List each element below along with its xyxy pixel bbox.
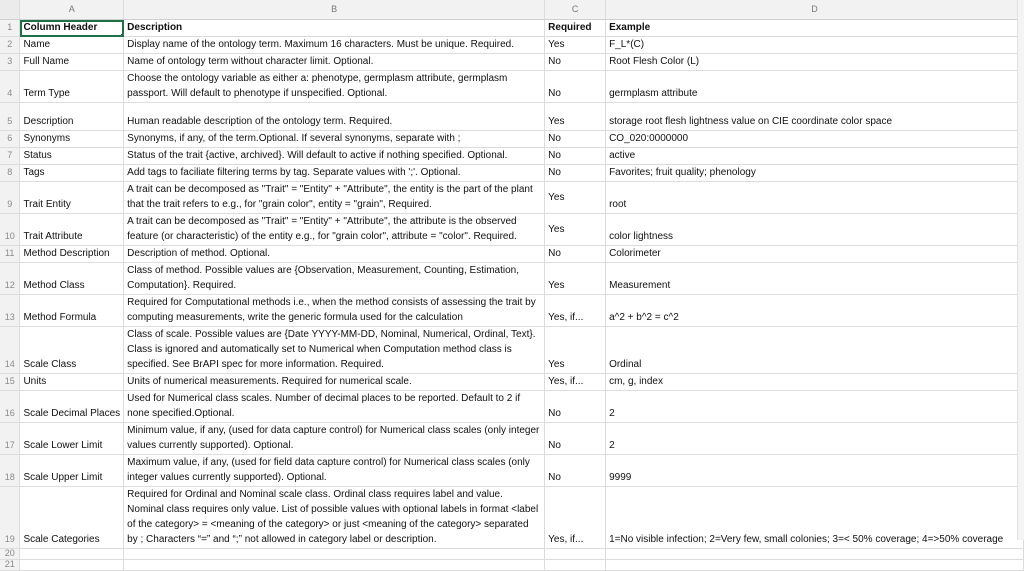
cell-column-header[interactable]: Trait Entity [20,182,124,214]
row-number[interactable]: 16 [0,391,20,423]
cell-column-header[interactable]: Units [20,374,124,391]
table-row [0,103,1024,131]
row-number[interactable]: 15 [0,374,20,391]
table-row [0,391,1024,423]
cell-column-header[interactable] [20,560,124,571]
table-row [0,246,1024,263]
cell-column-header[interactable]: Trait Attribute [20,214,124,246]
cell-description[interactable]: Display name of the ontology term. Maximum 16 characters. Must be unique. Required. [124,37,545,54]
cell-column-header[interactable]: Scale Categories [20,487,124,549]
table-row [0,131,1024,148]
cell-required[interactable]: Yes [545,214,606,246]
cell-description[interactable]: Used for Numerical class scales. Number of decimal places to be reported. Default to 2 if none specified.Optional. [124,391,545,423]
cell-example[interactable]: Measurement [606,263,1024,295]
cell-required[interactable]: No [545,71,606,103]
cell-example[interactable]: Example [606,20,1024,37]
cell-required[interactable]: No [545,148,606,165]
row-number[interactable]: 6 [0,131,20,148]
cell-example[interactable]: germplasm attribute [606,71,1024,103]
row-number[interactable]: 17 [0,423,20,455]
row-number[interactable]: 4 [0,71,20,103]
cell-example[interactable]: 1=No visible infection; 2=Very few, small colonies; 3=< 50% coverage; 4=>50% coverage [606,487,1024,549]
cell-required[interactable]: Yes [545,327,606,374]
row-number[interactable]: 19 [0,487,20,549]
column-header-c[interactable]: C [545,0,606,20]
cell-description[interactable] [124,549,545,560]
cell-column-header[interactable]: Scale Decimal Places [20,391,124,423]
row-number[interactable]: 11 [0,246,20,263]
row-number[interactable]: 2 [0,37,20,54]
cell-description[interactable]: Synonyms, if any, of the term.Optional. If several synonyms, separate with ; [124,131,545,148]
row-number[interactable]: 10 [0,214,20,246]
cell-required[interactable]: Yes, if... [545,295,606,327]
table-row [0,214,1024,246]
table-row [0,263,1024,295]
column-header-d[interactable]: D [606,0,1024,20]
table-row [0,71,1024,103]
cell-example[interactable]: storage root flesh lightness value on CIE coordinate color space [606,103,1024,131]
cell-required[interactable] [545,549,606,560]
cell-required[interactable]: Yes, if... [545,374,606,391]
cell-description[interactable]: A trait can be decomposed as "Trait" = "Entity" + "Attribute", the attribute is the observed feature (or characteristic) of the entity e.g., for "grain color", attribute = "color". Required. [124,214,545,246]
column-header-a[interactable]: A [20,0,124,20]
cell-description[interactable]: Add tags to faciliate filtering terms by tag. Separate values with ';'. Optional. [124,165,545,182]
cell-column-header[interactable]: Description [20,103,124,131]
cell-example[interactable]: 2 [606,391,1024,423]
cell-description[interactable]: Minimum value, if any, (used for data capture control) for Numerical class scales (only integer values currently supported). Optional. [124,423,545,455]
row-number[interactable]: 21 [0,560,20,571]
cell-column-header[interactable]: Method Description [20,246,124,263]
row-number[interactable]: 7 [0,148,20,165]
table-row [0,455,1024,487]
cell-column-header[interactable]: Scale Upper Limit [20,455,124,487]
table-row [0,37,1024,54]
cell-example[interactable]: color lightness [606,214,1024,246]
cell-example[interactable]: 2 [606,423,1024,455]
cell-required[interactable]: No [545,455,606,487]
cell-example[interactable] [606,560,1024,571]
table-row [0,327,1024,374]
row-number[interactable]: 20 [0,549,20,560]
cell-column-header[interactable]: Term Type [20,71,124,103]
cell-required[interactable]: No [545,246,606,263]
cell-example[interactable]: Ordinal [606,327,1024,374]
table-row [0,423,1024,455]
cell-description[interactable]: Units of numerical measurements. Required for numerical scale. [124,374,545,391]
cell-description[interactable]: Description of method. Optional. [124,246,545,263]
cell-column-header[interactable]: Scale Class [20,327,124,374]
cell-column-header[interactable] [20,549,124,560]
cell-example[interactable]: 9999 [606,455,1024,487]
table-row [0,182,1024,214]
row-number[interactable]: 18 [0,455,20,487]
cell-example[interactable]: F_L*(C) [606,37,1024,54]
cell-required[interactable]: Yes [545,103,606,131]
row-number[interactable]: 12 [0,263,20,295]
cell-example[interactable]: cm, g, index [606,374,1024,391]
cell-example[interactable]: Root Flesh Color (L) [606,54,1024,71]
cell-description[interactable]: Maximum value, if any, (used for field data capture control) for Numerical class scales (only integer values currently supported). Optional. [124,455,545,487]
cell-column-header[interactable]: Method Class [20,263,124,295]
cell-description[interactable]: Description [124,20,545,37]
cell-column-header[interactable]: Status [20,148,124,165]
row-number[interactable]: 8 [0,165,20,182]
cell-required[interactable]: Yes, if... [545,487,606,549]
cell-a1-selected[interactable]: Column Header [20,20,124,37]
cell-example[interactable]: Colorimeter [606,246,1024,263]
table-row [0,54,1024,71]
cell-example[interactable]: Favorites; fruit quality; phenology [606,165,1024,182]
cell-required[interactable]: No [545,54,606,71]
cell-description[interactable]: Required for Computational methods i.e., when the method consists of assessing the trait by computing measurements, write the generic formula used for the calculation [124,295,545,327]
cell-required[interactable]: No [545,391,606,423]
table-row [0,374,1024,391]
cell-required[interactable]: Required [545,20,606,37]
cell-example[interactable]: CO_020:0000000 [606,131,1024,148]
cell-example[interactable]: active [606,148,1024,165]
cell-column-header[interactable]: Scale Lower Limit [20,423,124,455]
select-all-corner[interactable] [0,0,20,20]
cell-description[interactable]: Class of method. Possible values are {Observation, Measurement, Counting, Estimation, Computation}. Required. [124,263,545,295]
vertical-scrollbar[interactable] [1017,0,1024,540]
cell-required[interactable]: Yes [545,37,606,54]
cell-example[interactable] [606,549,1024,560]
cell-column-header[interactable]: Method Formula [20,295,124,327]
cell-description[interactable]: Choose the ontology variable as either a: phenotype, germplasm attribute, germplasm passport. Will default to phenotype if unspecified. Optional. [124,71,545,103]
table-row [0,295,1024,327]
cell-column-header[interactable]: Synonyms [20,131,124,148]
cell-description[interactable]: Human readable description of the ontology term. Required. [124,103,545,131]
table-row [0,165,1024,182]
row-number[interactable]: 3 [0,54,20,71]
cell-description[interactable]: Class of scale. Possible values are {Date YYYY-MM-DD, Nominal, Numerical, Ordinal, Text}. Class is ignored and automatically set to Numerical when Computation method class is specified. See BrAPI spec for more information. Required. [124,327,545,374]
column-header-b[interactable]: B [124,0,545,20]
row-number[interactable]: 5 [0,103,20,131]
cell-example[interactable]: a^2 + b^2 = c^2 [606,295,1024,327]
cell-description[interactable]: Name of ontology term without character limit. Optional. [124,54,545,71]
cell-description[interactable]: Required for Ordinal and Nominal scale class. Ordinal class requires label and value. Nominal class requires only value. List of possible values with optional labels in format <label of the category> = <meaning of the category> or just <meaning of the category> separated by ; Characters “=” and “;” not allowed in category label or description. [124,487,545,549]
cell-description[interactable]: A trait can be decomposed as "Trait" = "Entity" + "Attribute", the entity is the part of the plant that the trait refers to e.g., for "grain color", entity = "grain", Required. [124,182,545,214]
cell-required[interactable] [545,560,606,571]
cell-required[interactable]: No [545,423,606,455]
column-header-row [0,0,1024,20]
cell-description[interactable]: Status of the trait {active, archived}. Will default to active if nothing specified. Optional. [124,148,545,165]
table-row [0,549,1024,560]
cell-column-header[interactable]: Name [20,37,124,54]
row-number[interactable]: 14 [0,327,20,374]
cell-example[interactable]: root [606,182,1024,214]
cell-description[interactable] [124,560,545,571]
cell-required[interactable]: No [545,165,606,182]
table-row [0,20,1024,37]
cell-required[interactable]: Yes [545,263,606,295]
cell-column-header[interactable]: Full Name [20,54,124,71]
cell-required[interactable]: Yes [545,182,606,214]
row-number[interactable]: 9 [0,182,20,214]
row-number[interactable]: 1 [0,20,20,37]
row-number[interactable]: 13 [0,295,20,327]
table-row [0,148,1024,165]
cell-required[interactable]: No [545,131,606,148]
table-row [0,487,1024,549]
table-row [0,560,1024,571]
cell-column-header[interactable]: Tags [20,165,124,182]
